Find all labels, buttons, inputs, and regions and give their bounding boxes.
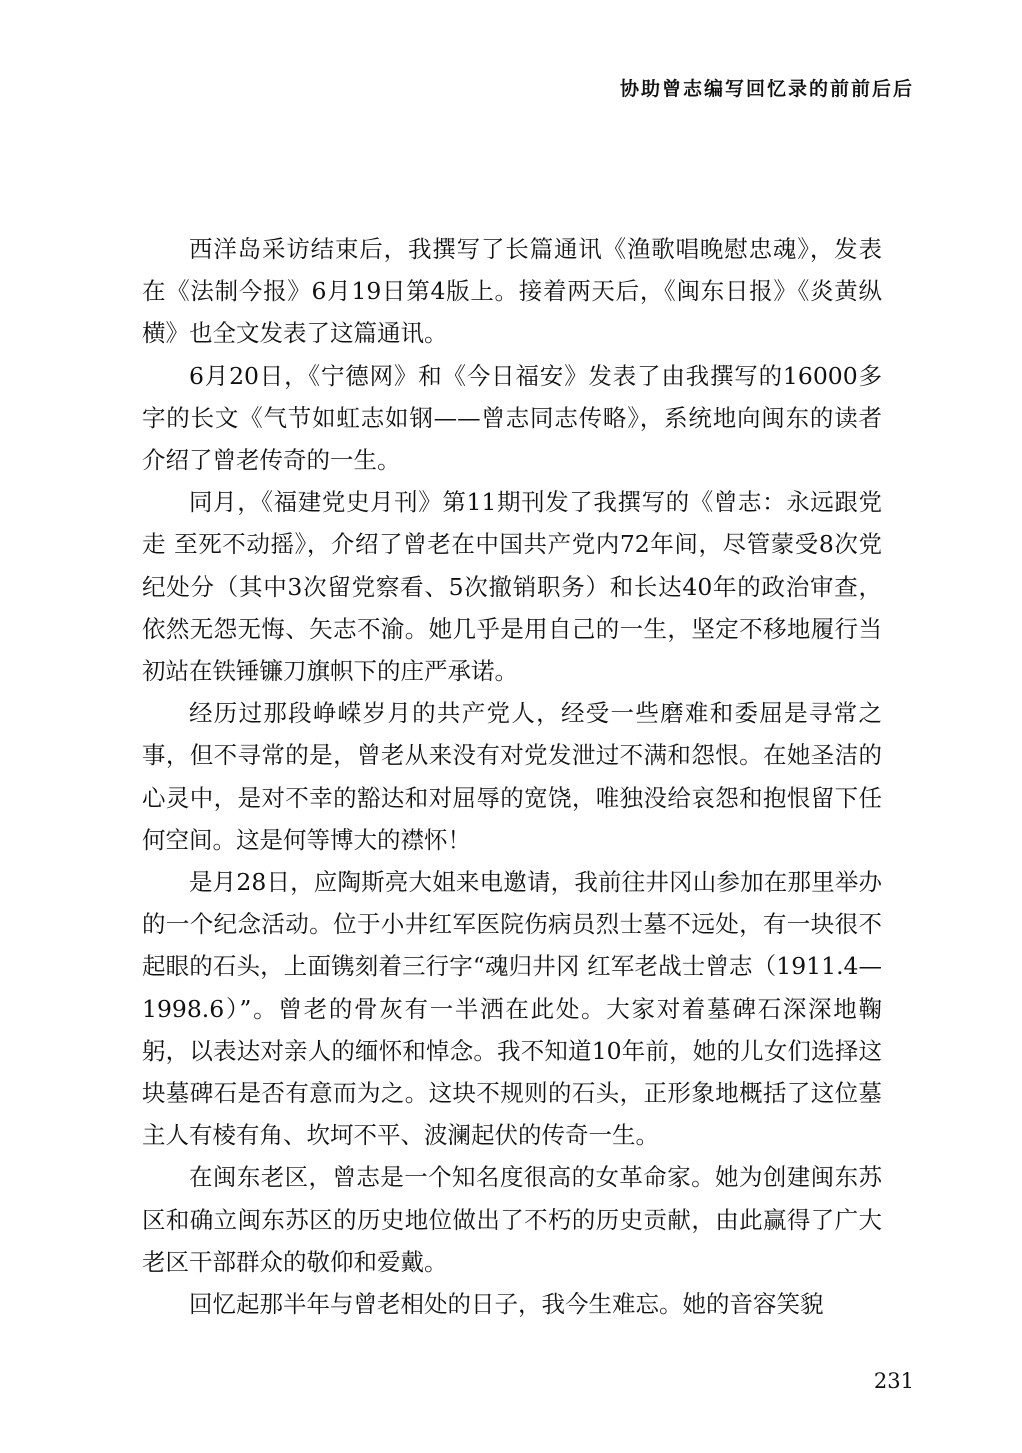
running-head-title: 协助曾志编写回忆录的前前后后 [619,78,914,100]
paragraph: 在闽东老区，曾志是一个知名度很高的女革命家。她为创建闽东苏区和确立闽东苏区的历史地位做出了不朽的历史贡献，由此赢得了广大老区干部群众的敬仰和爱戴。 [142,1163,882,1276]
paragraph: 经历过那段峥嵘岁月的共产党人，经受一些磨难和委屈是寻常之事，但不寻常的是，曾老从来没有对党发泄过不满和怨恨。在她圣洁的心灵中，是对不幸的豁达和对屈辱的宽饶，唯独没给哀怨和抱恨留下任何空间。这是何等博大的襟怀！ [142,699,882,854]
paragraph: 是月28日，应陶斯亮大姐来电邀请，我前往井冈山参加在那里举办的一个纪念活动。位于小井红军医院伤病员烈士墓不远处，有一块很不起眼的石头，上面镌刻着三行字“魂归井冈 红军老战士曾志（1911.4—1998.6）”。曾老的骨灰有一半洒在此处。大家对着墓碑石深深地鞠躬，以表达对亲人的缅怀和悼念。我不知道10年前，她的儿女们选择这块墓碑石是否有意而为之。这块不规则的石头，正形象地概括了这位墓主人有棱有角、坎坷不平、波澜起伏的传奇一生。 [142,868,882,1150]
page-number: 231 [873,1369,914,1393]
paragraph: 西洋岛采访结束后，我撰写了长篇通讯《渔歌唱晚慰忠魂》，发表在《法制今报》6月19日第4版上。接着两天后，《闽东日报》《炎黄纵横》也全文发表了这篇通讯。 [142,235,882,348]
body-text [142,228,882,1325]
paragraph: 6月20日，《宁德网》和《今日福安》发表了由我撰写的16000多字的长文《气节如虹志如钢——曾志同志传略》，系统地向闽东的读者介绍了曾老传奇的一生。 [142,361,882,475]
paragraph: 同月，《福建党史月刊》第11期刊发了我撰写的《曾志：永远跟党走 至死不动摇》，介绍了曾老在中国共产党内72年间，尽管蒙受8次党纪处分（其中3次留党察看、5次撤销职务）和长达40年的政治审查，依然无怨无悔、矢志不渝。她几乎是用自己的一生，坚定不移地履行当初站在铁锤镰刀旗帜下的庄严承诺。 [142,488,882,686]
paragraph: 回忆起那半年与曾老相处的日子，我今生难忘。她的音容笑貌 [189,1290,824,1319]
